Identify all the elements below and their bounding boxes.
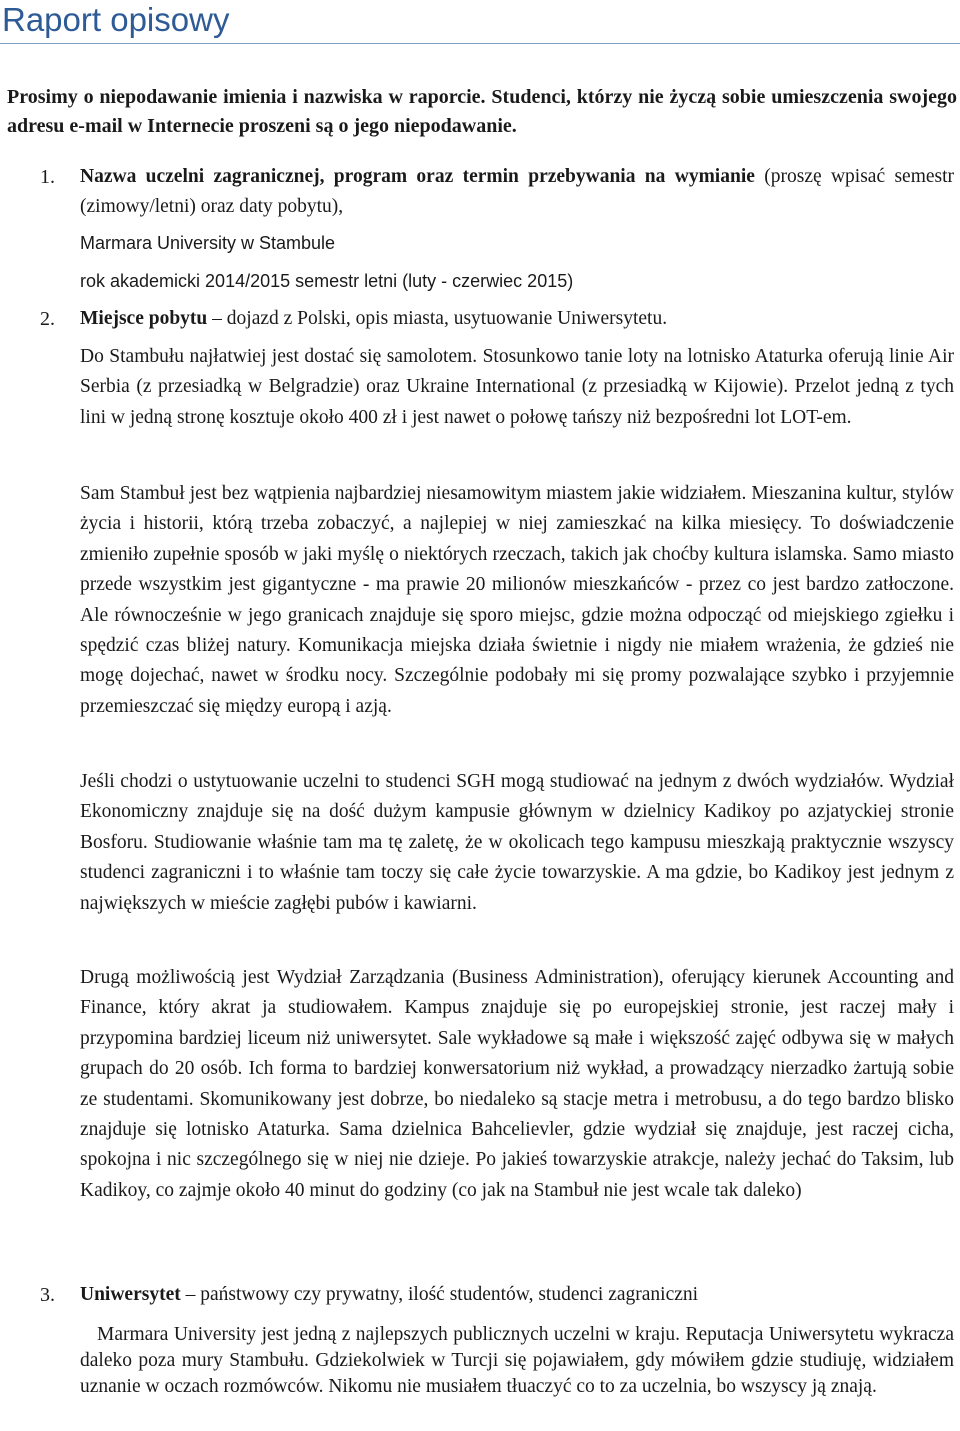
section-1-heading: Nazwa uczelni zagranicznej, program oraz termin przebywania na wymianie [80,166,755,187]
section-3-heading-block [80,1280,954,1310]
section-1-university: Marmara University w Stambule [80,233,336,253]
section-2-paragraph-location: Jeśli chodzi o ustytuowanie uczelni to studenci SGH mogą studiować na jednym z dwóch wydziałów. Wydział Ekonomiczny znajduje się na dość dużym kampusie głównym w dzielnicy Kadikoy po azjatyckiej stronie Bosforu. Studiowanie właśnie tam ma tę zaletę, że w okolicach tego kampusu mieszkają praktycznie wszyscy studenci zagraniczni i to właśnie tam toczy się całe życie towarzyskie. A ma gdzie, bo Kadikoy jest jednym z największych w mieście zagłębi pubów i kawiarni. [80,771,954,914]
section-3-paragraph: Marmara University jest jedną z najlepszych publicznych uczelni w kraju. Reputacja Uniwersytetu wykracza daleko poza mury Stambułu. Gdziekolwiek w Turcji się pojawiałem, gdy mówiłem gdzie studiuję, widziałem uznanie w oczach rozmówców. Nikomu nie musiałem tłuaczyć co to za uczelnia, bo wszyscy ją znają. [80,1324,954,1397]
section-2-number: 2. [40,308,55,330]
section-2-heading: Miejsce pobytu [80,308,208,329]
section-2-instruction: – dojazd z Polski, opis miasta, usytuowanie Uniwersytetu. [212,308,668,329]
section-2-paragraph-city: Sam Stambuł jest bez wątpienia najbardziej niesamowitym miastem jakie widziałem. Mieszanina kultur, stylów życia i historii, którą trzeba zobaczyć, a najlepiej w niej zamieszkać na kilka miesięcy. To doświadczenie zmieniło zupełnie sposób w jaki myślę o niektórych rzeczach, takich jak choćby kultura islamska. Samo miasto przede wszystkim jest gigantyczne - ma prawie 20 milionów mieszkańców - przez co jest bardzo zatłoczone. Ale równocześnie w jego granicach znajduje się sporo miejsc, gdzie można odpocząć od miejskiego zgiełku i spędzić czas bliżej natury. Komunikacja miejska działa świetnie i nigdy nie miałem wrażenia, że gdzieś nie mogę dojechać, nawet w środku nocy. Szczególnie podobały mi się promy pozwalające szybko i przyjemnie przemieszczać się między europą i azją. [80,483,954,717]
section-2-paragraph-faculty: Drugą możliwością jest Wydział Zarządzania (Business Administration), oferujący kierunek Accounting and Finance, który akrat ja studiowałem. Kampus znajduje się po europejskiej stronie, jest raczej mały i przypomina bardziej liceum niż uniwersytet. Sale wykładowe są małe i większość zajęć odbywa się w małych grupach do 20 osób. Ich forma to bardziej konwersatorium niż wykład, a prowadzący nierzadko żartują sobie ze studentami. Skomunikowany jest dobrze, bo niedaleko są stacje metra i metrobusu, a do tego bardzo blisko znajduje się lotnisko Ataturka. Sama dzielnica Bahcelievler, gdzie wydział się znajduje, jest raczej cicha, spokojna i nic szczególnego się w niej nie dzieje. Po jakieś towarzyskie atrakcje, należy jechać do Taksim, lub Kadikoy, co zajmje około 40 minut do godziny (co jak na Stambuł nie jest wcale tak daleko) [80,967,954,1201]
section-1-heading-block [80,162,954,222]
page-title: Raport opisowy [0,0,960,44]
section-1-instruction: (proszę wpisać semestr (zimowy/letni) oraz daty pobytu), [80,166,955,217]
section-2-heading-block [80,304,954,334]
section-2-paragraph-travel: Do Stambułu najłatwiej jest dostać się samolotem. Stosunkowo tanie loty na lotnisko Ataturka oferują linie Air Serbia (z przesiadką w Belgradzie) oraz Ukraine International (z przesiadką w Kijowie). Przelot jedną z tych lini w jedną stronę kosztuje około 400 zł i jest nawet o połowę tańszy niż bezpośredni lot LOT-em. [80,346,954,428]
section-3-number: 3. [40,1284,55,1306]
section-1-term: rok akademicki 2014/2015 semestr letni (luty - czerwiec 2015) [80,271,574,291]
section-1-number: 1. [40,166,55,188]
intro-notice: Prosimy o niepodawanie imienia i nazwiska w raporcie. Studenci, którzy nie życzą sobie umieszczenia swojego adresu e-mail w Internecie proszeni są o jego niepodawanie. [7,86,957,137]
section-3-instruction: – państwowy czy prywatny, ilość studentów, studenci zagraniczni [185,1284,699,1305]
section-3-heading: Uniwersytet [80,1284,181,1305]
